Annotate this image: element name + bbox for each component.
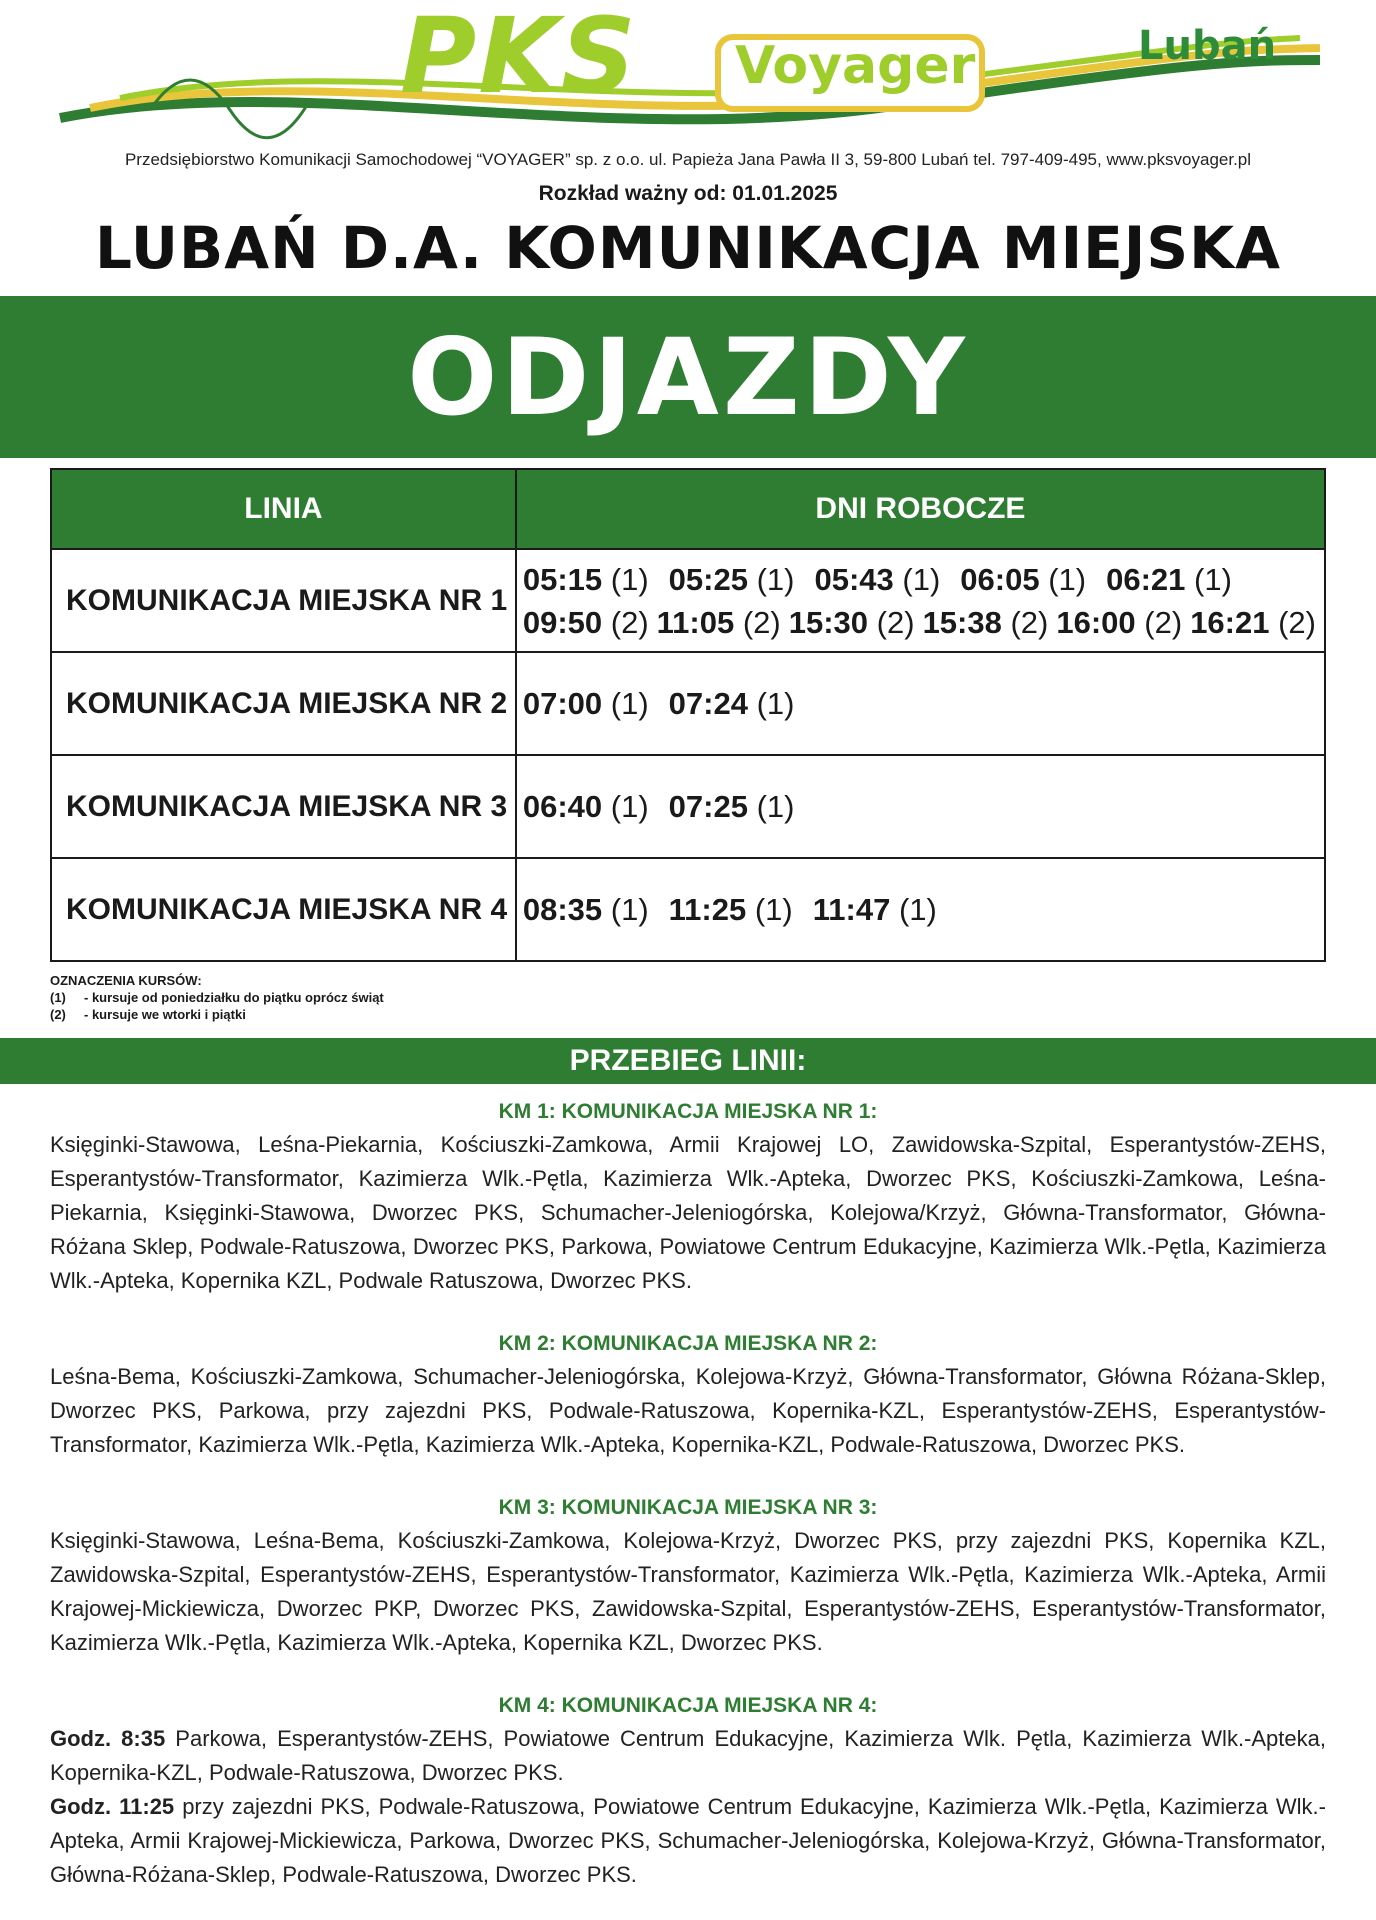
departure-code: (1) (754, 892, 793, 927)
departure (523, 601, 649, 644)
company-info: Przedsiębiorstwo Komunikacji Samochodowej “VOYAGER” sp. z o.o. ul. Papieża Jana Pawła II 3, 59-800 Lubań tel. 797-409-495, www.pksvoyager.pl (124, 150, 1252, 169)
departure (960, 558, 1086, 601)
route-km2 (50, 1332, 1326, 1462)
valid-from: Rozkład ważny od: 01.01.2025 (538, 182, 838, 205)
departure (669, 785, 795, 828)
departure (657, 601, 781, 644)
route-schedule-item (50, 1722, 1326, 1790)
route-stops: przy zajezdni PKS, Podwale-Ratuszowa, Powiatowe Centrum Edukacyjne, Kazimierza Wlk.-Pętla, Kazimierza Wlk.-Apteka, Armii Krajowej-Mickiewicza, Parkowa, Dworzec PKS, Schumacher-Jeleniogórska, Kolejowa-Krzyż, Główna-Transformator, Główna-Różana-Sklep, Podwale-Ratuszowa, Dworzec PKS. (50, 1794, 1326, 1887)
column-header-days: DNI ROBOCZE (516, 469, 1325, 549)
departure (669, 682, 795, 725)
departure-time: 05:15 (522, 561, 603, 597)
departure (523, 682, 649, 725)
departure-times (516, 652, 1325, 755)
departure-code: (1) (610, 561, 649, 597)
departure-time: 11:47 (812, 892, 891, 927)
departure (523, 558, 649, 601)
departure-code: (1) (1194, 561, 1232, 597)
timetable-row (51, 858, 1325, 961)
departure-time: 06:40 (522, 789, 603, 824)
departure (523, 888, 649, 931)
departure (1106, 558, 1232, 601)
route-km4 (50, 1694, 1326, 1892)
departures-banner (0, 296, 1376, 458)
timetable-row (51, 652, 1325, 755)
route-time-label: Godz. 8:35 (50, 1726, 166, 1751)
legend-key: (2) (50, 1007, 66, 1022)
logo-header (0, 0, 1376, 140)
departure (923, 601, 1049, 644)
banner-title: ODJAZDY (407, 315, 969, 439)
departure (669, 558, 795, 601)
departure-code: (2) (610, 604, 649, 640)
legend-text: - kursuje we wtorki i piątki (84, 1007, 246, 1022)
departure (523, 785, 649, 828)
departure-times (516, 755, 1325, 858)
line-name: KOMUNIKACJA MIEJSKA NR 1 (51, 549, 516, 652)
departure (1056, 601, 1182, 644)
departure-code: (1) (610, 892, 649, 927)
route-stops: Księginki-Stawowa, Leśna-Piekarnia, Kościuszki-Zamkowa, Armii Krajowej LO, Zawidowska-Szpital, Esperantystów-ZEHS, Esperantystów-Transformator, Kazimierza Wlk.-Pętla, Kazimierza Wlk.-Apteka, Dworzec PKS, Kościuszki-Zamkowa, Leśna-Piekarnia, Księginki-Stawowa, Dworzec PKS, Schumacher-Jeleniogórska, Kolejowa/Krzyż, Główna-Transformator, Główna-Różana Sklep, Podwale-Ratuszowa, Dworzec PKS, Parkowa, Powiatowe Centrum Edukacyjne, Kazimierza Wlk.-Pętla, Kazimierza Wlk.-Apteka, Kopernika KZL, Podwale Ratuszowa, Dworzec PKS. (50, 1132, 1326, 1293)
departure-time: 16:21 (1190, 604, 1270, 640)
swoosh-decoration (0, 0, 1376, 140)
departure-code: (1) (902, 561, 941, 597)
legend-item (50, 1006, 384, 1023)
legend-key: (1) (50, 990, 66, 1005)
timetable-header-row (51, 469, 1325, 549)
departure-time: 05:25 (668, 561, 748, 597)
voyager-logo-text: Voyager (735, 36, 976, 96)
departure-code: (1) (1048, 561, 1087, 597)
departure (814, 558, 940, 601)
departure-time: 11:05 (656, 604, 735, 640)
routes-heading: PRZEBIEG LINII: (0, 1038, 1376, 1084)
departure-code: (2) (1010, 604, 1049, 640)
departure (789, 601, 915, 644)
departure (1190, 601, 1316, 644)
timetable (50, 468, 1326, 962)
departure-code: (2) (742, 604, 781, 640)
departure-code: (2) (876, 604, 915, 640)
departure-time: 07:00 (522, 686, 603, 721)
line-name: KOMUNIKACJA MIEJSKA NR 2 (51, 652, 516, 755)
route-km1 (50, 1100, 1326, 1298)
route-title: KM 1: KOMUNIKACJA MIEJSKA NR 1: (498, 1100, 878, 1123)
departure-times-line (523, 601, 1324, 644)
luban-logo-text: Lubań (1138, 23, 1277, 69)
timetable-row (51, 549, 1325, 652)
departure-time: 15:38 (922, 604, 1002, 640)
route-title: KM 4: KOMUNIKACJA MIEJSKA NR 4: (498, 1694, 878, 1717)
legend-text: - kursuje od poniedziałku do piątku oprócz świąt (84, 990, 384, 1005)
departure (669, 888, 793, 931)
route-stops: Księginki-Stawowa, Leśna-Bema, Kościuszki-Zamkowa, Kolejowa-Krzyż, Dworzec PKS, przy zajezdni PKS, Kopernika KZL, Zawidowska-Szpital, Esperantystów-ZEHS, Esperantystów-Transformator, Kazimierza Wlk.-Pętla, Kazimierza Wlk.-Apteka, Armii Krajowej-Mickiewicza, Dworzec PKP, Dworzec PKS, Zawidowska-Szpital, Esperantystów-ZEHS, Esperantystów-Transformator, Kazimierza Wlk.-Pętla, Kazimierza Wlk.-Apteka, Kopernika KZL, Dworzec PKS. (50, 1528, 1326, 1655)
routes-section (50, 1100, 1326, 1892)
route-stops: Parkowa, Esperantystów-ZEHS, Powiatowe Centrum Edukacyjne, Kazimierza Wlk. Pętla, Kazimierza Wlk.-Apteka, Kopernika-KZL, Podwale-Ratuszowa, Dworzec PKS. (50, 1726, 1326, 1785)
departure-times-line (523, 558, 1324, 601)
departure-code: (1) (610, 686, 649, 721)
legend (50, 972, 384, 1023)
departure-time: 08:35 (522, 892, 603, 927)
route-time-label: Godz. 11:25 (50, 1794, 175, 1819)
timetable-row (51, 755, 1325, 858)
departure-times (516, 549, 1325, 652)
line-name: KOMUNIKACJA MIEJSKA NR 4 (51, 858, 516, 961)
departure-code: (1) (610, 789, 649, 824)
departure-time: 16:00 (1056, 604, 1136, 640)
route-schedule-item (50, 1790, 1326, 1892)
departure-time: 11:25 (668, 892, 747, 927)
departure-times-line (523, 785, 1324, 828)
departure-time: 09:50 (522, 604, 603, 640)
departure-code: (2) (1144, 604, 1183, 640)
departure-times (516, 858, 1325, 961)
departure-code: (1) (898, 892, 937, 927)
departure (813, 888, 937, 931)
line-name: KOMUNIKACJA MIEJSKA NR 3 (51, 755, 516, 858)
departure-code: (1) (756, 686, 795, 721)
pks-logo-text: PKS (400, 0, 638, 117)
legend-title: OZNACZENIA KURSÓW: (50, 973, 202, 988)
route-km3 (50, 1496, 1326, 1660)
departure-time: 15:30 (788, 604, 869, 640)
departure-code: (1) (756, 789, 795, 824)
departure-time: 06:05 (960, 561, 1040, 597)
departure-time: 07:24 (668, 686, 748, 721)
departure-time: 06:21 (1106, 561, 1186, 597)
departure-code: (2) (1278, 604, 1316, 640)
departure-code: (1) (756, 561, 795, 597)
route-stops: Leśna-Bema, Kościuszki-Zamkowa, Schumacher-Jeleniogórska, Kolejowa-Krzyż, Główna-Transformator, Główna Różana-Sklep, Dworzec PKS, Parkowa, przy zajezdni PKS, Podwale-Ratuszowa, Kopernika-KZL, Esperantystów-ZEHS, Esperantystów-Transformator, Kazimierza Wlk.-Pętla, Kazimierza Wlk.-Apteka, Kopernika-KZL, Podwale-Ratuszowa, Dworzec PKS. (50, 1364, 1326, 1457)
departure-times-line (523, 682, 1324, 725)
departure-time: 05:43 (814, 561, 894, 597)
departure-time: 07:25 (668, 789, 748, 824)
column-header-line: LINIA (51, 469, 516, 549)
legend-item (50, 989, 384, 1006)
route-title: KM 3: KOMUNIKACJA MIEJSKA NR 3: (498, 1496, 878, 1519)
departure-times-line (523, 888, 1324, 931)
page-title: LUBAŃ D.A. KOMUNIKACJA MIEJSKA (95, 214, 1281, 282)
route-title: KM 2: KOMUNIKACJA MIEJSKA NR 2: (498, 1332, 878, 1355)
